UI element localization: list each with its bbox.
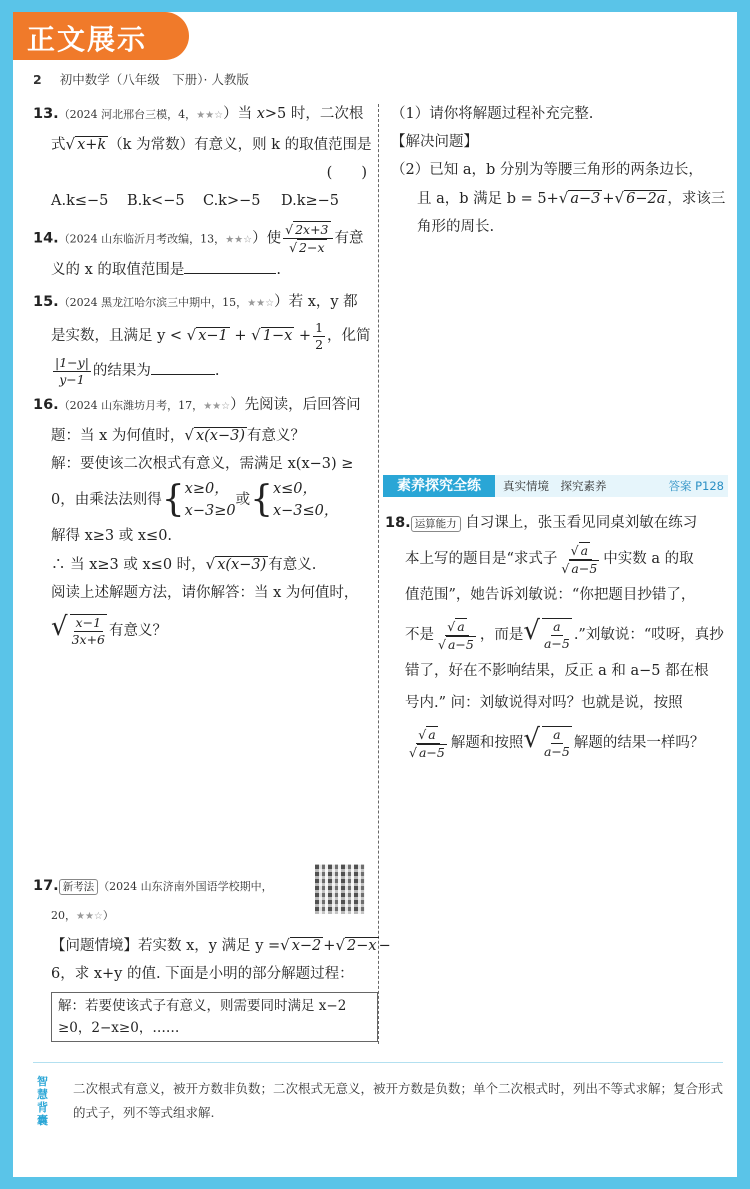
fraction: $\frac{|1-y|}{y-1}$ <box>55 354 89 387</box>
question-16: 16.（2024 山东潍坊月考，17，★★☆）先阅读，后回答问 题：当 x 为何值时，√ x(x−3) 有意义？ 解：要使该二次根式有意义，需满足 x(x−3) ≥ 0，由乘法法则得{ x≥0， x−3≥0 或{ x≤0， x−3≤0， 解得 x≥3 或 x≤0. ∴ 当 x≥3 或 x≤0 时，√ x(x−3) 有意义. 阅读上述解题方法，请你解答：当 x 为何值时， √ $\frac{x-1}{3x+6}$ 有意义？ <box>33 391 373 651</box>
question-number: 15. <box>33 294 59 310</box>
page-header <box>33 70 249 88</box>
text: （2）已知 a，b 分别为等腰三角形的两条边长， <box>391 162 703 178</box>
left-column <box>33 100 391 1036</box>
question-source: （2024 山东潍坊月考，17， <box>58 399 204 412</box>
answer-ref[interactable]: 答案 P128 <box>668 479 724 493</box>
text: 是实数，且满足 y < <box>51 328 183 344</box>
section-banner <box>13 12 189 60</box>
solution-box: 解：若要使该式子有意义，则需要同时满足 x−2 ≥0，2−x≥0，…… <box>51 992 378 1042</box>
question-source: （2024 黑龙江哈尔滨三中期中，15， <box>58 296 248 309</box>
text: ，化简 <box>327 328 371 344</box>
text: 错了，好在不影响结果，反正 a 和 a−5 都在根 <box>405 663 709 679</box>
tips-label: 智慧背囊 <box>37 1075 48 1127</box>
text: 号内.” 问：刘敏说得对吗？也就是说，按照 <box>405 695 683 711</box>
tips-text: 二次根式有意义，被开方数非负数；二次根式无意义，被开方数是负数；单个二次根式时，列出不等式求解；复合形式的式子，列不等式组求解. <box>73 1081 724 1120</box>
fraction: $\frac{√ 2x+3}{√ 2-x}$ <box>283 221 332 256</box>
sqrt-icon: √ <box>65 135 76 153</box>
right-column: （1）请你将解题过程补充完整. 【解决问题】 （2）已知 a，b 分别为等腰三角形的两条边长， 且 a，b 满足 b = 5+√ a−3 +√ 6−2a ，求该三 角形的周长. <box>391 100 731 241</box>
text: ）若 x，y 都 <box>274 294 358 310</box>
question-number: 16. <box>33 397 59 413</box>
answer-blank[interactable] <box>184 273 276 274</box>
question-17: 17. 新考法 （2024 山东济南外国语学校期中， 20，★★☆） 【问题情境】若实数 x，y 满足 y =√ x−2 +√ 2−x − 6，求 x+y 的值. 下面是小明的部分解题过程： 解：若要使该式子有意义，则需要同时满足 x−2 ≥0，2−x≥0，…… <box>33 872 378 1042</box>
text: 角形的周长. <box>417 219 495 235</box>
text: . <box>276 262 282 278</box>
tips-box <box>33 1062 723 1153</box>
question-14 <box>33 221 373 284</box>
text: ）当 <box>223 106 253 122</box>
option-a: A.k≤−5 <box>51 193 109 209</box>
text: （k 为常数）有意义，则 k 的取值范围是 <box>108 137 372 153</box>
difficulty-star-icon: ★★☆ <box>76 911 103 922</box>
difficulty-star-icon: ★★☆ <box>247 298 275 309</box>
question-18: 18. 运算能力 自习课上，张玉看见同桌刘敏在练习 本上写的题目是“求式子 $\frac{√ a}{√ a-5}$ 中实数 a 的取 值范围”，她告诉刘敏说：“你把题目抄错了， 不是 $\frac{√ a}{√ a-5}$ ，而是√ $\frac{a}{a-5}$ .”刘敏说：“哎呀，真抄 错了，好在不影响结果，反正 a 和 a−5 都在根 号内.” 问：刘敏说得对吗？也就是说，按照 $\frac{√ a}{√ a-5}$ 解题和按照√ $\frac{a}{a-5}$ 解题的结果一样吗？ <box>385 507 730 763</box>
question-source: （2024 山东济南外国语学校期中， <box>98 880 273 893</box>
banner-title: 正文展示 <box>27 23 148 56</box>
question-source: （2024 河北邢台三模，4， <box>58 108 197 121</box>
section-label: 素养探究全练 <box>383 475 495 497</box>
text: 【解决问题】 <box>391 134 478 150</box>
text: >5 时，二次根 <box>264 106 364 122</box>
fraction: $\frac{a}{a-5}$ <box>543 727 570 759</box>
text: 值范围”，她告诉刘敏说：“你把题目抄错了， <box>405 587 696 603</box>
text: 解：要使该二次根式有意义，需满足 x(x−3) ≥ <box>51 456 354 472</box>
qr-code-overlay <box>315 864 365 914</box>
difficulty-star-icon: ★★☆ <box>196 110 224 121</box>
column-divider <box>378 104 379 1044</box>
question-number: 17. <box>33 878 59 894</box>
radicand: x−1 <box>198 328 228 344</box>
page <box>13 12 737 1177</box>
text: 义的 x 的取值范围是 <box>51 262 185 278</box>
text: ）先阅读，后回答问 <box>230 397 361 413</box>
question-15: 15.（2024 黑龙江哈尔滨三中期中，15，★★☆）若 x，y 都 是实数，且满足 y < √ x−1 + √ 1−x + $\frac{1}{2}$ ，化简 $\frac{|1-y|}{y-1}$ 的结果为 . <box>33 294 371 387</box>
book-title: 初中数学（八年级 下册）· 人教版 <box>59 72 249 87</box>
difficulty-star-icon: ★★☆ <box>203 401 231 412</box>
difficulty-star-icon: ★★☆ <box>225 234 253 246</box>
fraction: $\frac{x-1}{3x+6}$ <box>71 615 106 647</box>
fraction: $\frac{√ a}{√ a-5}$ <box>438 618 474 652</box>
section-subtitle: 真实情境 探究素养 <box>503 479 607 493</box>
question-source: （2024 山东临沂月考改编，13， <box>58 232 226 246</box>
text: （1）请你将解题过程补充完整. <box>391 106 594 122</box>
fraction: $\frac{a}{a-5}$ <box>543 619 570 651</box>
fraction: $\frac{1}{2}$ <box>315 319 324 352</box>
skill-tag: 运算能力 <box>411 516 461 532</box>
text: ）使 <box>252 230 282 247</box>
answer-bracket: ( ) <box>326 165 367 181</box>
page-number: 2 <box>33 72 42 87</box>
radicand: x+k <box>77 137 107 153</box>
text: 式 <box>51 137 66 153</box>
section-header <box>383 475 728 497</box>
fraction: $\frac{√ a}{√ a-5}$ <box>409 726 445 760</box>
question-number: 14. <box>33 230 59 247</box>
new-method-tag: 新考法 <box>59 879 99 895</box>
option-c: C.k>−5 <box>203 193 261 209</box>
question-13 <box>33 100 373 215</box>
fraction: $\frac{√ a}{√ a-5}$ <box>561 542 598 576</box>
text: 解得 x≥3 或 x≤0. <box>51 528 173 544</box>
question-number: 18. <box>385 515 411 531</box>
option-b: B.k<−5 <box>127 193 185 209</box>
answer-blank[interactable] <box>151 374 215 375</box>
text: 6，求 x+y 的值. 下面是小明的部分解题过程： <box>51 966 354 982</box>
text: . <box>214 363 220 379</box>
radicand: 1−x <box>262 328 293 344</box>
text: 有意 <box>334 230 364 247</box>
text: 阅读上述解题方法，请你解答：当 x 为何值时， <box>51 585 359 601</box>
text: 的结果为 <box>92 363 151 379</box>
option-d: D.k≥−5 <box>281 193 340 209</box>
question-number: 13. <box>33 106 59 122</box>
text: x <box>256 106 265 122</box>
